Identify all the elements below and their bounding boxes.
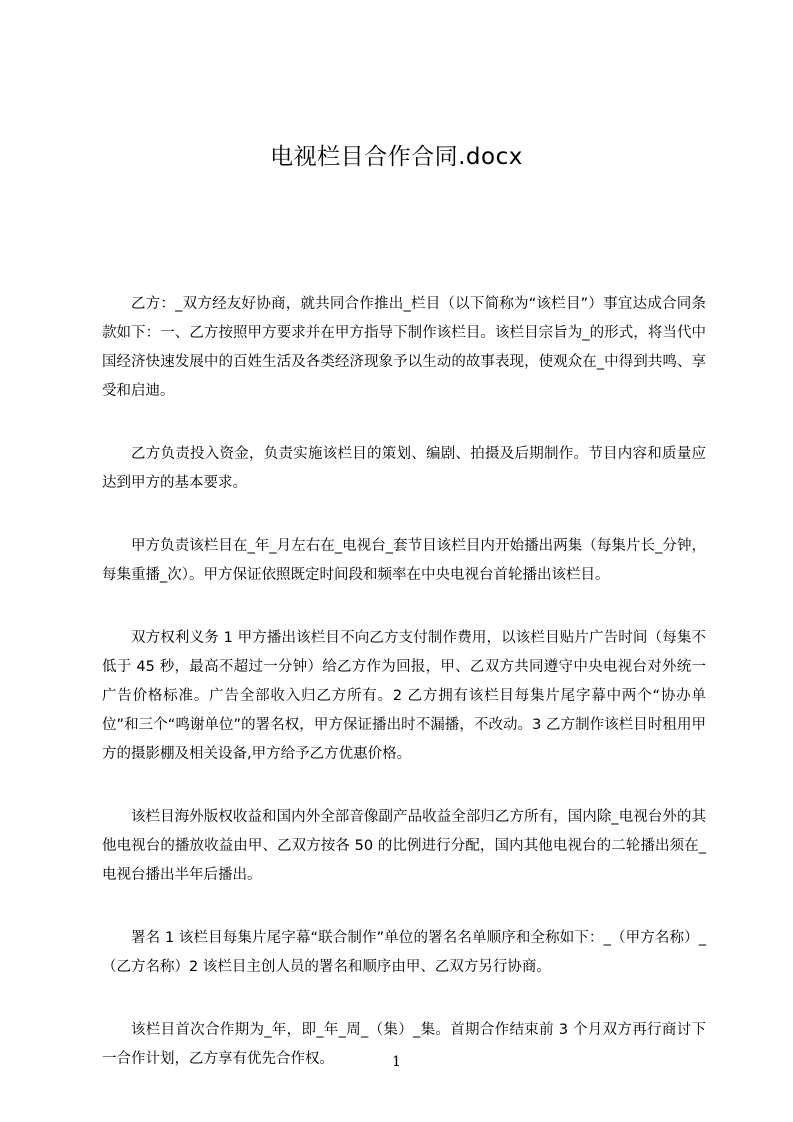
document-title: 电视栏目合作合同.docx	[270, 144, 523, 170]
page-number: 1	[392, 1054, 401, 1070]
paragraph-5: 该栏目海外版权收益和国内外全部音像副产品收益全部归乙方所有，国内除_电视台外的其他电视台的播放收益由甲、乙双方按各 50 的比例进行分配，国内其他电视台的二轮播出须在_电视台播出半年后播出。	[102, 809, 706, 883]
paragraph-2: 乙方负责投入资金，负责实施该栏目的策划、编剧、拍摄及后期制作。节目内容和质量应达到甲方的基本要求。	[102, 446, 706, 491]
document-body	[102, 290, 706, 1108]
paragraph-1: 乙方：_双方经友好协商，就共同合作推出_栏目（以下简称为“该栏目”）事宜达成合同条款如下：一、乙方按照甲方要求并在甲方指导下制作该栏目。该栏目宗旨为_的形式，将当代中国经济快速发展中的百姓生活及各类经济现象予以生动的故事表现，使观众在_中得到共鸣、享受和启迪。	[102, 296, 706, 399]
paragraph-6: 署名 1 该栏目每集片尾字幕“联合制作”单位的署名名单顺序和全称如下：_（甲方名称）_（乙方名称）2 该栏目主创人员的署名和顺序由甲、乙双方另行协商。	[102, 930, 706, 975]
paragraph-7: 该栏目首次合作期为_年，即_年_周_（集）_集。首期合作结束前 3 个月双方再行商讨下一合作计划，乙方享有优先合作权。	[102, 1022, 706, 1067]
paragraph-3: 甲方负责该栏目在_年_月左右在_电视台_套节目该栏目内开始播出两集（每集片长_分钟，每集重播_次）。甲方保证依照既定时间段和频率在中央电视台首轮播出该栏目。	[102, 538, 706, 583]
paragraph-4: 双方权利义务 1 甲方播出该栏目不向乙方支付制作费用，以该栏目贴片广告时间（每集不低于 45 秒，最高不超过一分钟）给乙方作为回报，甲、乙双方共同遵守中央电视台对外统一广告价格标准。广告全部收入归乙方所有。2 乙方拥有该栏目每集片尾字幕中两个“协办单位”和三个“鸣谢单位”的署名权，甲方保证播出时不漏播，不改动。3 乙方制作该栏目时租用甲方的摄影棚及相关设备,甲方给予乙方优惠价格。	[102, 630, 706, 762]
